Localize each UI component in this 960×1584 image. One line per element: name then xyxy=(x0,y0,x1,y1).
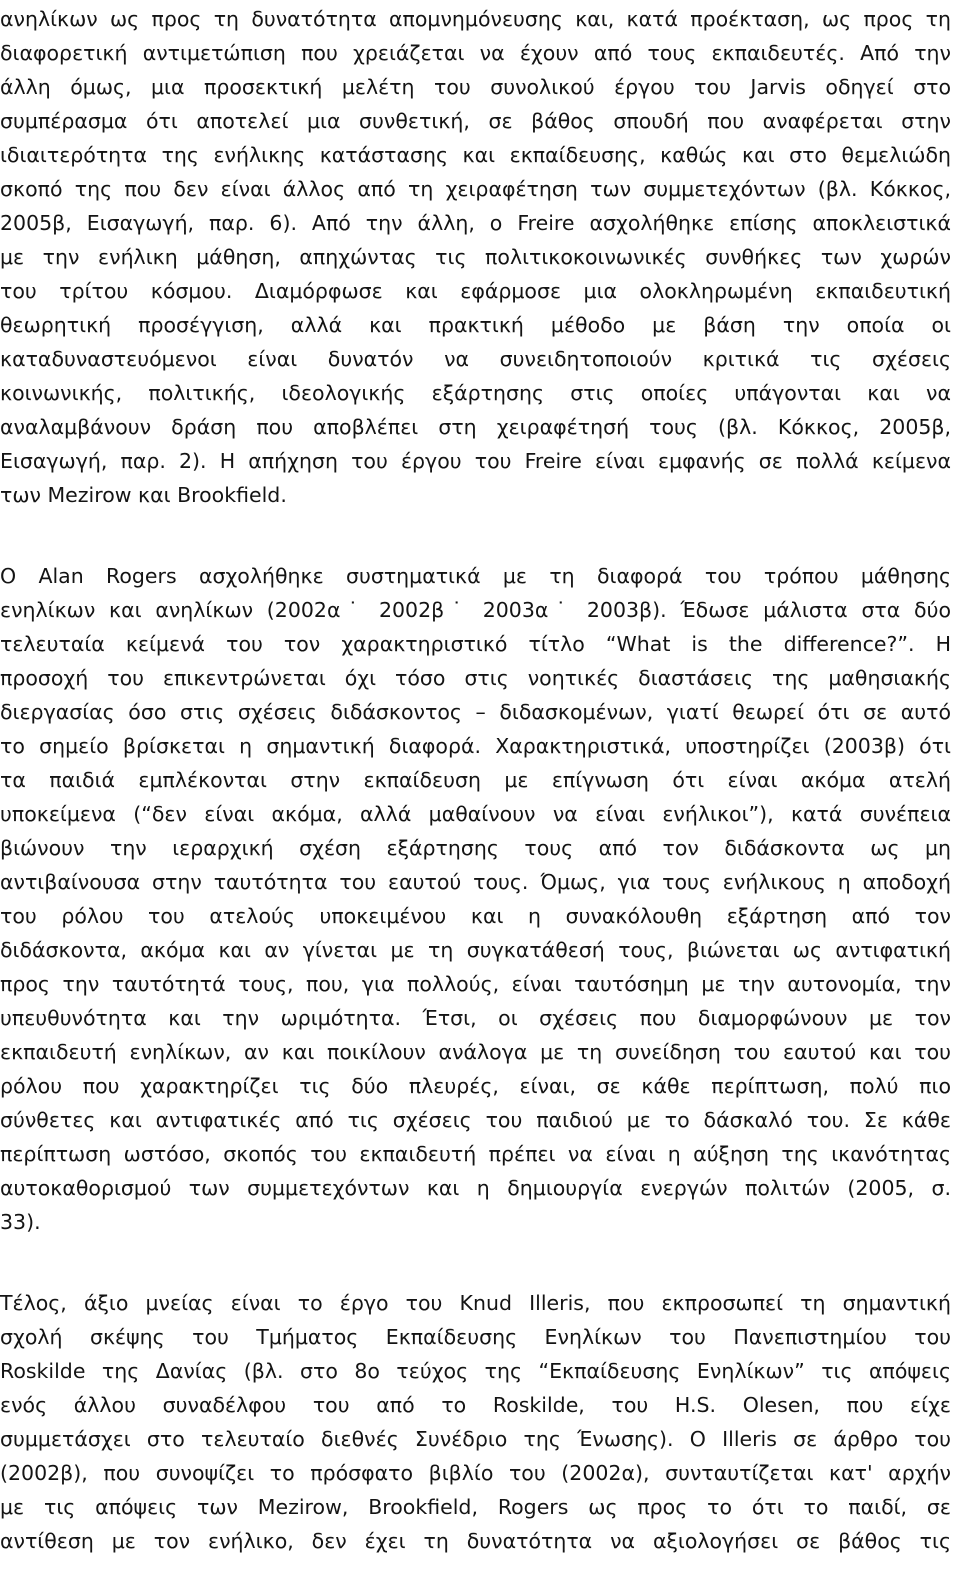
text-line: ενός άλλου συναδέλφου του από το Roskilde, του H.S. Olesen, που είχε xyxy=(0,1393,951,1417)
text-line: καταδυναστευόμενοι είναι δυνατόν να συνειδητοποιούν κριτικά τις σχέσεις xyxy=(0,347,951,371)
text-line: διεργασίας όσο στις σχέσεις διδάσκοντος – διδασκομένων, γιατί θεωρεί ότι σε αυτό xyxy=(0,700,951,724)
text-line: αναλαμβάνουν δράση που αποβλέπει στη χειραφέτησή τους (βλ. Κόκκος, 2005β, xyxy=(0,415,951,439)
text-line: με την ενήλικη μάθηση, απηχώντας τις πολιτικοκοινωνικές συνθήκες των χωρών xyxy=(0,245,951,269)
text-line: Τέλος, άξιο μνείας είναι το έργο του Knud Illeris, που εκπροσωπεί τη σημαντική xyxy=(0,1291,951,1315)
text-line: του ρόλου του ατελούς υποκειμένου και η συνακόλουθη εξάρτηση από τον xyxy=(0,904,951,928)
text-line-last: 33). xyxy=(0,1210,41,1234)
text-line: συμπέρασμα ότι αποτελεί μια συνθετική, σε βάθος σπουδή που αναφέρεται στην xyxy=(0,109,951,133)
text-line: με τις απόψεις των Mezirow, Brookfield, Rogers ως προς το ότι το παιδί, σε xyxy=(0,1495,951,1519)
text-line: ιδιαιτερότητα της ενήλικης κατάστασης και εκπαίδευσης, καθώς και στο θεμελιώδη xyxy=(0,143,951,167)
text-line: τελευταία κείμενά του τον χαρακτηριστικό τίτλο “What is the difference?”. Η xyxy=(0,632,951,656)
text-line: κοινωνικής, πολιτικής, ιδεολογικής εξάρτησης στις οποίες υπάγονται και να xyxy=(0,381,951,405)
text-line: αυτοκαθορισμού των συμμετεχόντων και η δημιουργία ενεργών πολιτών (2005, σ. xyxy=(0,1176,951,1200)
text-line: το σημείο βρίσκεται η σημαντική διαφορά. Χαρακτηριστικά, υποστηρίζει (2003β) ότι xyxy=(0,734,951,758)
text-line: προσοχή του επικεντρώνεται όχι τόσο στις νοητικές διαστάσεις της μαθησιακής xyxy=(0,666,951,690)
text-line: Roskilde της Δανίας (βλ. στο 8ο τεύχος της “Εκπαίδευσης Ενηλίκων” τις απόψεις xyxy=(0,1359,951,1383)
text-line: σκοπό της που δεν είναι άλλος από τη χειραφέτηση των συμμετεχόντων (βλ. Κόκκος, xyxy=(0,177,951,201)
text-line: υποκείμενα (“δεν είναι ακόμα, αλλά μαθαίνουν να είναι ενήλικοι”), κατά συνέπεια xyxy=(0,802,951,826)
text-line: διδάσκοντα, ακόμα και αν γίνεται με τη συγκατάθεσή τους, βιώνεται ως αντιφατική xyxy=(0,938,951,962)
text-line: θεωρητική προσέγγιση, αλλά και πρακτική μέθοδο με βάση την οποία οι xyxy=(0,313,951,337)
text-line: εκπαιδευτή ενηλίκων, αν και ποικίλουν ανάλογα με τη συνείδηση του εαυτού και του xyxy=(0,1040,951,1064)
text-line: υπευθυνότητα και την ωριμότητα. Έτσι, οι σχέσεις που διαμορφώνουν με τον xyxy=(0,1006,951,1030)
text-line: αντιβαίνουσα στην ταυτότητα του εαυτού τους. Όμως, για τους ενήλικους η αποδοχή xyxy=(0,870,951,894)
text-line: άλλη όμως, μια προσεκτική μελέτη του συνολικού έργου του Jarvis οδηγεί στο xyxy=(0,75,951,99)
text-line: σχολή σκέψης του Τμήματος Εκπαίδευσης Ενηλίκων του Πανεπιστημίου του xyxy=(0,1325,951,1349)
text-line: τα παιδιά εμπλέκονται στην εκπαίδευση με επίγνωση ότι είναι ακόμα ατελή xyxy=(0,768,951,792)
text-line: Εισαγωγή, παρ. 2). Η απήχηση του έργου του Freire είναι εμφανής σε πολλά κείμενα xyxy=(0,449,951,473)
text-line: ενηλίκων και ανηλίκων (2002α˙ 2002β˙ 2003α˙ 2003β). Έδωσε μάλιστα στα δύο xyxy=(0,598,951,622)
text-line: Ο Alan Rogers ασχολήθηκε συστηματικά με τη διαφορά του τρόπου μάθησης xyxy=(0,564,951,588)
text-line: διαφορετική αντιμετώπιση που χρειάζεται να έχουν από τους εκπαιδευτές. Από την xyxy=(0,41,951,65)
text-line-last: των Mezirow και Brookfield. xyxy=(0,483,287,507)
text-line: συμμετάσχει στο τελευταίο διεθνές Συνέδριο της Ένωσης). Ο Illeris σε άρθρο του xyxy=(0,1427,951,1451)
text-line: περίπτωση ωστόσο, σκοπός του εκπαιδευτή πρέπει να είναι η αύξηση της ικανότητας xyxy=(0,1142,951,1166)
text-line: 2005β, Εισαγωγή, παρ. 6). Από την άλλη, ο Freire ασχολήθηκε επίσης αποκλειστικά xyxy=(0,211,951,235)
text-line: σύνθετες και αντιφατικές από τις σχέσεις του παιδιού με το δάσκαλό του. Σε κάθε xyxy=(0,1108,951,1132)
text-line: προς την ταυτότητά τους, που, για πολλούς, είναι ταυτόσημη με την αυτονομία, την xyxy=(0,972,951,996)
text-line: (2002β), που συνοψίζει το πρόσφατο βιβλίο του (2002α), συνταυτίζεται κατ' αρχήν xyxy=(0,1461,951,1485)
text-line: βιώνουν την ιεραρχική σχέση εξάρτησης τους από τον διδάσκοντα ως μη xyxy=(0,836,951,860)
text-line: του τρίτου κόσμου. Διαμόρφωσε και εφάρμοσε μια ολοκληρωμένη εκπαιδευτική xyxy=(0,279,951,303)
text-line: ανηλίκων ως προς τη δυνατότητα απομνημόνευσης και, κατά προέκταση, ως προς τη xyxy=(0,7,951,31)
text-line: ρόλου που χαρακτηρίζει τις δύο πλευρές, είναι, σε κάθε περίπτωση, πολύ πιο xyxy=(0,1074,951,1098)
text-line: αντίθεση με τον ενήλικο, δεν έχει τη δυνατότητα να αξιολογήσει σε βάθος τις xyxy=(0,1529,951,1553)
